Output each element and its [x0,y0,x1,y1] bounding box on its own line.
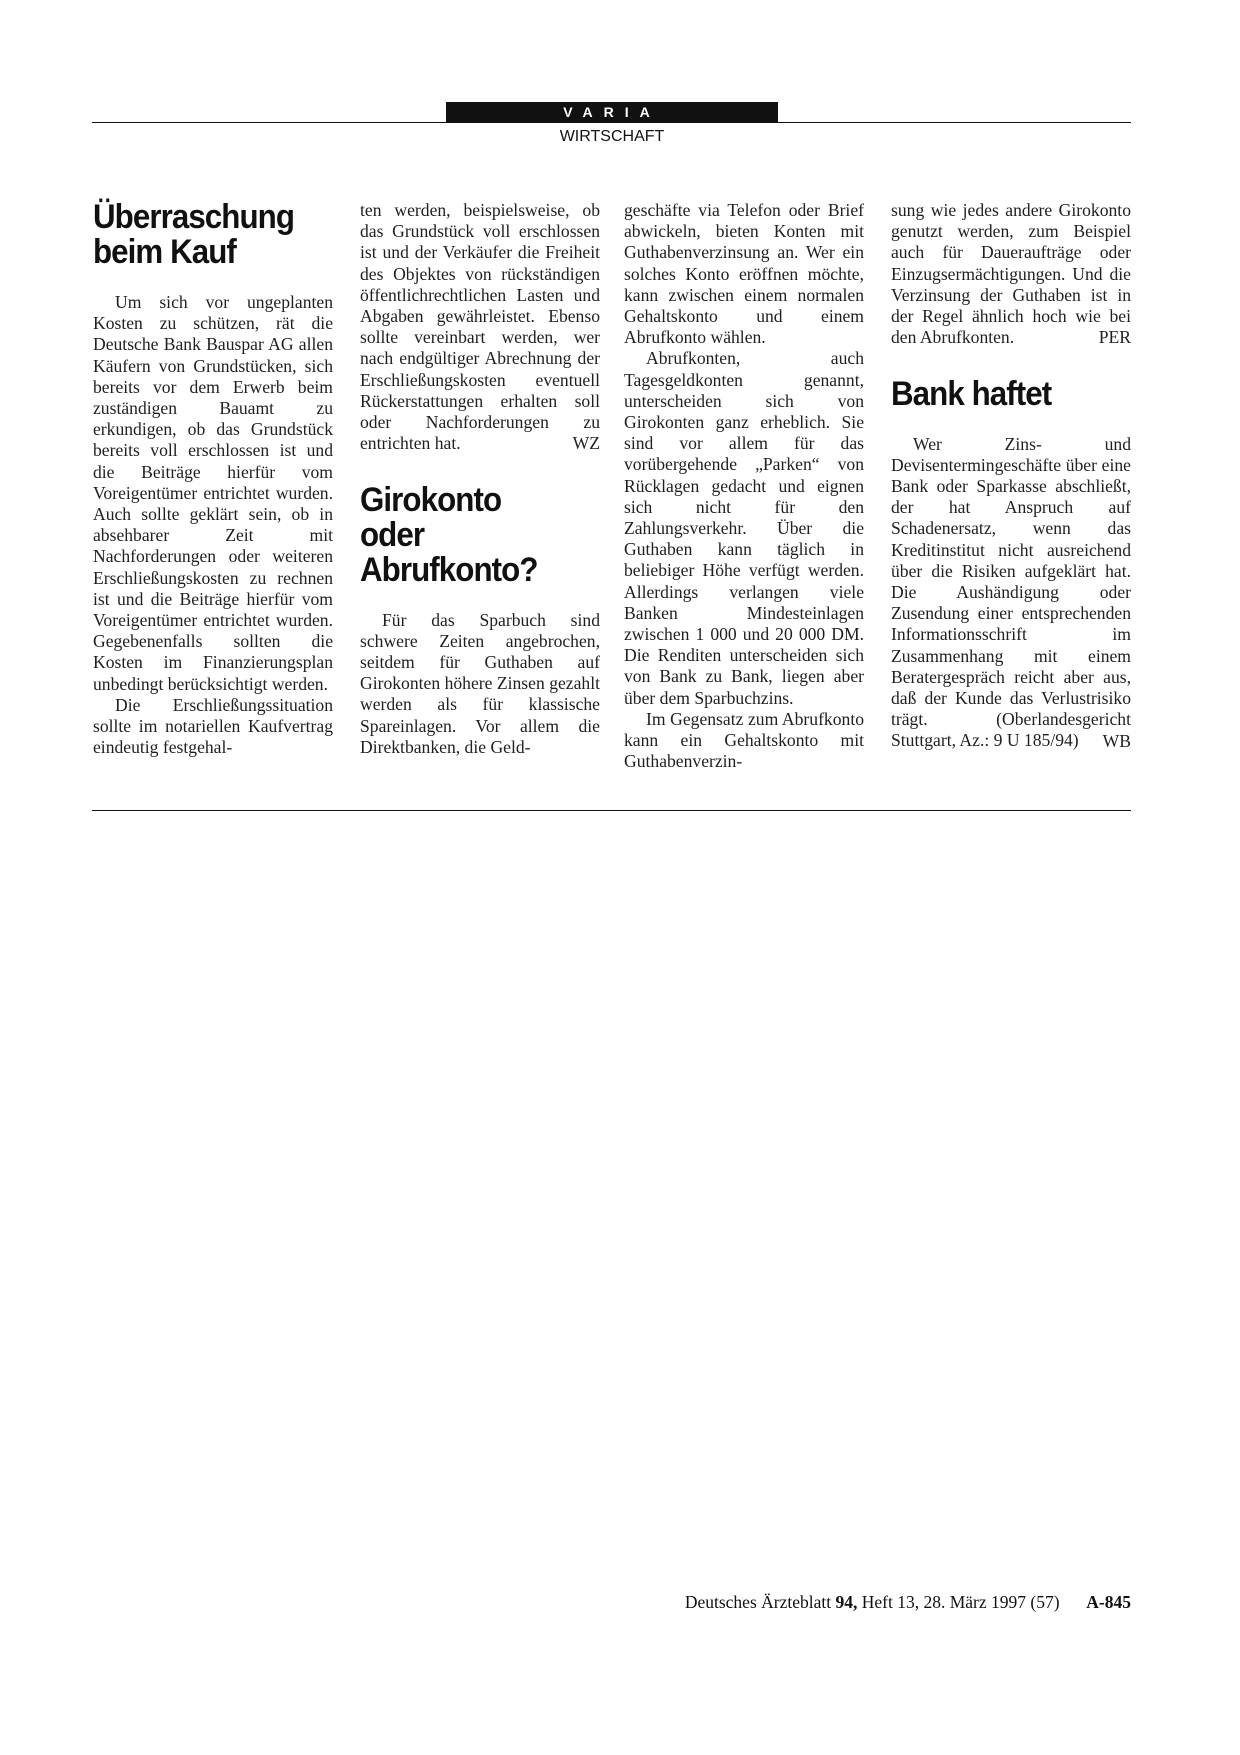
girokonto-paragraph-3-start: Im Gegensatz zum Abrufkonto kann ein Gehaltskonto mit Guthabenverzin- [624,708,864,772]
column-1 [93,200,333,758]
subsection-label: WIRTSCHAFT [559,128,665,145]
column-4 [891,200,1131,752]
kauf-paragraph-2-end: ten werden, beispielsweise, ob das Grundstück voll erschlossen ist und der Verkäufer die Freiheit des Objektes von rückständigen öffentlichrechtlichen Lasten und Abgaben gewährleistet. Ebenso sollte vereinbart werden, wer nach endgültiger Abrechnung der Erschließungskosten eventuell Rückerstattungen erhalten soll oder Nachforderungen zu entrichten hat. [360,200,600,454]
kauf-paragraph-2-start: Die Erschließungssituation sollte im notariellen Kaufvertrag eindeutig festgehal- [93,694,333,758]
headline-girokonto-line2: oder [360,515,425,554]
bank-paragraph-1: Wer Zins- und Devisentermingeschäfte über eine Bank oder Sparkasse abschließt, der hat Anspruch auf Schadenersatz, wenn das Kreditinstitut nicht ausreichend über die Risiken aufgeklärt hat. Die Aushändigung oder Zusendung einer entsprechenden Informationsschrift im Zusammenhang mit einem Beratergespräch reicht aber aus, daß der Kunde das Verlustrisiko trägt. (Oberlandesgericht Stuttgart, Az.: 9 U 185/94) [891,433,1131,751]
kauf-paragraph-1: Um sich vor ungeplanten Kosten zu schützen, rät die Deutsche Bank Bauspar AG allen Käufern von Grundstücken, sich bereits vor dem Erwerb beim zuständigen Bauamt zu erkundigen, ob das Grundstück bereits voll erschlossen ist und die Beiträge hierfür vom Voreigentümer entrichtet wurden. Auch sollte geklärt sein, ob in absehbarer Zeit mit Nachforderungen oder weiteren Erschließungskosten zu rechnen ist und die Beiträge hierfür vom Voreigentümer entrichtet wurden. Gegebenenfalls sollten die Kosten im Finanzierungsplan unbedingt berücksichtigt werden. [93,292,333,694]
headline-girokonto [360,480,600,589]
headline-girokonto-line3: Abrufkonto? [360,550,538,589]
headline-kauf-line2: beim Kauf [93,233,236,271]
headline-bank-line1: Bank haftet [891,374,1052,413]
page-footer [560,1592,1131,1613]
girokonto-paragraph-1-start: Für das Sparbuch sind schwere Zeiten angebrochen, seitdem für Guthaben auf Girokonten höhere Zinsen gezahlt werden als für klassische Spareinlagen. Vor allem die Direktbanken, die Geld- [360,609,600,757]
column-2 [360,200,600,758]
bottom-rule [92,810,1131,811]
section-label-varia: VARIA [446,102,778,122]
headline-girokonto-line1: Girokonto [360,480,502,519]
headline-kauf-line1: Überraschung [93,198,295,236]
girokonto-paragraph-1-end: geschäfte via Telefon oder Brief abwickeln, bieten Konten mit Guthabenverzinsung an. Wer ein solches Konto eröffnen möchte, kann zwischen einem normalen Gehaltskonto und einem Abrufkonto wählen. [624,200,864,348]
girokonto-paragraph-3-end: sung wie jedes andere Girokonto genutzt werden, zum Beispiel auch für Daueraufträge oder Einzugsermächtigungen. Und die Verzinsung der Guthaben ist in der Regel ähnlich hoch wie bei den Abrufkonten. [891,200,1131,348]
column-3 [624,200,864,772]
girokonto-signature: PER [1098,327,1131,348]
footer-page-number: A-845 [1086,1592,1131,1612]
headline-bank [891,374,1131,413]
footer-journal: Deutsches Ärzteblatt [684,1592,832,1612]
girokonto-paragraph-2: Abrufkonten, auch Tagesgeldkonten genannt, unterscheiden sich von Girokonten ganz erheblich. Sie sind vor allem für das vorübergehende „Parken“ von Rücklagen gedacht und eignen sich nicht für den Zahlungsverkehr. Über die Guthaben kann täglich in beliebiger Höhe verfügt werden. Allerdings verlangen viele Banken Mindesteinlagen zwischen 1 000 und 20 000 DM. Die Renditen unterscheiden sich von Bank zu Bank, liegen aber über dem Sparbuchzins. [624,348,864,708]
footer-issue: Heft 13, 28. März 1997 (57) [861,1592,1060,1612]
header-rule [92,122,1131,123]
footer-volume: 94, [835,1592,858,1612]
headline-kauf [93,200,333,270]
kauf-signature: WZ [572,433,600,454]
bank-signature: WB [1102,730,1131,751]
